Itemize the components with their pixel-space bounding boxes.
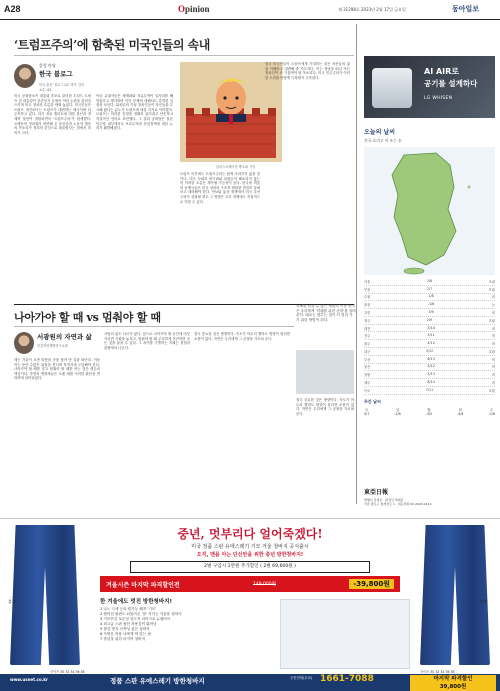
feature-item: 4 최고급 스판 원단 착용감이 뛰어남 <box>100 622 157 626</box>
article-headline: ‘트럼프주의’에 함축된 미국인들의 속내 <box>14 38 210 52</box>
feature-item: 6 가벼운 착용 나에게 딱 맞는 핏 <box>100 632 151 636</box>
ad-footer-brand: 정품 스판 유에스레기 방한청바지 <box>110 677 205 685</box>
author-byline <box>39 63 79 78</box>
air-conditioner-image <box>372 68 412 108</box>
issue-date: 제 31298호 2023년 2월 17일 금요일 <box>338 7 406 12</box>
jeans-label-right: 진청 <box>480 599 488 604</box>
weather-title: 오늘의 날씨 <box>364 129 396 136</box>
author2-description: 인간자연생명연구소장 <box>37 344 68 348</box>
promo-bar <box>100 576 400 592</box>
phone-label: 주문전화(무료) <box>290 676 313 680</box>
forecast-day: 토 0/7 <box>364 407 370 416</box>
weather-row: 강릉 3/9 비 <box>364 310 495 316</box>
lg-whisen-ad[interactable] <box>364 56 495 118</box>
weather-row: 독도 7/11 흐림 <box>364 387 495 393</box>
forecast-day: 일 -2/6 <box>394 407 401 416</box>
article-body-col2: 이들 유권자들은 세계화와 자유무역이 일자리를 빼앗았다고 생각하며 이민 문제에 대해서도 강경한 입장을 보인다. 워싱턴의 기성 정치인들이 자신들을 무시해 왔다는 분노가 트럼프에 대한 지지로 이어졌다. 트럼프는 이러한 감정을 정확히 읽어내고 단순하고 직설적인 언어로 표현했다. 그 결과 공화당은 물론 민주당 내부에서도 보호무역과 산업정책에 대한 논의가 활발해졌다. <box>96 94 173 131</box>
feature-item: 7 중년을 위한 마지막 청바지 <box>100 637 146 641</box>
ad-subheadline: 미국 정품 스판 유에스레기 기모 겨울 청바지 공식출시 <box>191 544 309 550</box>
weather-row: 춘천 -1/6 눈 <box>364 302 495 308</box>
column-divider <box>356 24 357 504</box>
feature-item: 1 나노 극세 등의 털기능 쾌적 '기모' <box>100 607 157 611</box>
article2-headline: 나아가야 할 때 vs 멈춰야 할 때 <box>14 311 161 324</box>
feature-item: 3 기모안감 보온성 압도적 마이크로 뉴웨이브 <box>100 617 171 621</box>
product-detail-image <box>280 599 410 669</box>
order-phone-number[interactable]: 1661-7088 <box>320 674 374 684</box>
ad-website[interactable]: www.usnet.co.kr <box>10 677 48 682</box>
final-price: 39,800원 <box>439 684 467 690</box>
masthead-name: 東亞日報 <box>364 489 389 496</box>
forecast-day: 수 -2/6 <box>488 407 495 416</box>
newspaper-logo: 동아일보 <box>452 4 480 13</box>
weather-section <box>364 127 495 482</box>
weather-row: 광주 4/12 비 <box>364 341 495 347</box>
ad-subheadline2: 오직, 맨몸 아는 단신만을 위한 중년 방한청바지! <box>196 552 304 558</box>
feature-list <box>100 607 270 642</box>
column2-name: 서광원의 자연과 삶 <box>37 333 92 341</box>
forecast-day: 화 -4/4 <box>456 407 464 416</box>
weekly-forecast <box>364 407 495 416</box>
size-info-left: 사이즈 30 32 34 36 38 <box>50 670 85 674</box>
final-price-box <box>410 675 496 691</box>
masthead-publisher: 발행인 김재호 · 편집인 박제균 <box>364 498 404 502</box>
weather-row: 수원 1/8 비 <box>364 294 495 300</box>
weather-row: 대전 3/10 비 <box>364 325 495 331</box>
article-body-col4: 결국 미국인들이 트럼프에게 기대하는 것은 자신들의 삶을 이해하고 대변해 줄 지도자다. 이는 정당을 떠나 모든 정치인이 귀 기울여야 할 목소리다. 미국 민주주의가 이러한 도전을 어떻게 극복할지 주목된다. <box>265 62 350 80</box>
column-name: 칼럼 마당 <box>39 63 56 68</box>
feature-item: 2 찢어짐 불편도 되돌아온 '잘' 지키는 겨울용 청바지 <box>100 612 182 616</box>
article2-body-col3: 결국 중요한 것은 방향이다. 속도가 아무리 빨라도 방향이 틀리면 소용이 없다. 자연은 우리에게 그 균형을 가르쳐 준다. <box>194 332 290 341</box>
weather-row: 서울 2/8 흐림 <box>364 278 495 284</box>
article2-body-col1: 새는 겨울이 오면 따뜻한 곳을 찾아 먼 길을 떠난다. 이동하는 동안 수많은 위험을 견디며 목적지에 도달해야 한다. 나아가야 할 때를 알고 멈춰야 할 때를 아는 것은 생존의 핵심이다. 자연의 생명체들은 오랜 세월 이러한 판단을 반복하며 살아남았다. <box>14 358 100 381</box>
weather-row: 제주 8/14 비 <box>364 380 495 386</box>
author2-photo <box>14 332 34 354</box>
price-band: 2벌 구입시 1만원 추가할인 ( 2벌 69,600원 ) <box>130 561 370 573</box>
article-body-col1: 미국 공화당소속 대통령 후보로 출마한 도널드 트럼프 전 대통령이 중간선거 등에서 여러 논란을 불러일으키며 미국 정치의 흐름을 바꿔 놓았다. 미국인들은 트럼프 개인보다는 트럼프가 대변하는 메시지에 더 주목하고 있다. 과거 정치 엘리트에 대한 불신과 경제적 불안이 결합되면서 '트럼프주의'가 탄생했다. 오랫동안 정치권이 외면해 온 중산층과 노동자 계층의 목소리가 정치의 중심으로 떠올랐다는 점에서 의미가 크다. <box>14 94 91 135</box>
masthead-address: 서울 종로구 청계천로 1 · 대표전화 02-2020-0114 <box>364 502 432 506</box>
weather-row: 창원 5/13 비 <box>364 372 495 378</box>
forecast-day: 월 -3/5 <box>425 407 433 416</box>
korea-map <box>364 147 495 275</box>
ad-brand: LG WHISEN <box>424 96 453 101</box>
city-weather-table <box>364 278 495 395</box>
weather-row: 청주 2/9 흐림 <box>364 317 495 323</box>
article2-photo <box>296 350 354 394</box>
sale-price: -39,800원 <box>349 579 394 589</box>
jeans-advertisement[interactable] <box>0 518 500 691</box>
article2-sidebar: 지혜를 얻을 수 있는 새들의 이동 방식은 우리에게 '미래를 위한 준비'를 알려 준다. 때로는 멈추는 것이 더 멀리 가기 위한 방법이 된다. <box>296 304 356 323</box>
divider <box>14 326 294 327</box>
jeans-label-left: 블루 <box>8 599 16 604</box>
weather-row: 울산 5/12 비 <box>364 364 495 370</box>
weather-summary: 전국 흐리고 비 또는 눈 <box>364 138 402 143</box>
jeans-image-right <box>420 525 490 665</box>
weather-map <box>364 147 495 275</box>
author-name: 한국 블로그 <box>39 70 73 78</box>
section-title-rest: pinion <box>185 4 210 14</box>
ad-headline: 중년, 멋부리다 얼어죽겠다! <box>177 527 323 541</box>
final-label: 마지막 파격할인 <box>433 676 473 682</box>
forecast-title: 주간 날씨 <box>364 398 381 404</box>
article2-body-col2: 사람의 삶도 다르지 않다. 앞으로 나아가야 할 순간에 머뭇거리면 기회를 놓치고, 멈춰야 할 때 무리하게 전진하면 모든 것을 잃을 수 있다. 그 차이를 구별하는 지혜는 경험과 관찰에서 나온다. <box>104 332 190 350</box>
weather-row: 부산 6/13 비 <box>364 356 495 362</box>
page-header <box>0 0 500 20</box>
features-title: 한 겨울에도 멋진 방한청바지! <box>100 599 173 605</box>
ad-line1: AI AIR로 <box>424 67 460 76</box>
promo-label: 겨울시즌 마지막 파격할인전 <box>106 581 180 589</box>
feature-item: 5 찢김 방지 신축성 좋은 청바지 <box>100 627 150 631</box>
article-body-col3: 트럼프 이후에도 트럼프주의는 쉽게 사라지지 않을 것이다. 미국 사회의 양극화와 불평등이 해소되지 않는 한 이러한 흐름은 계속될 가능성이 높다. 한국을 비롯한 동맹국들은 미국 정치의 구조적 변화를 면밀히 살펴보고 대비해야 한다. 안보와 통상 정책에서 미국 우선주의가 강화될 경우 그 영향은 우리 경제에도 직접적으로 미칠 수 있다. <box>180 172 260 204</box>
weather-row: 전주 3/11 비 <box>364 333 495 339</box>
section-title-initial: O <box>178 4 186 14</box>
weather-row: 인천 2/7 흐림 <box>364 286 495 292</box>
cartoon-caption: 일러스트레이션 박초희 기자 <box>216 165 255 169</box>
original-price: 149,000원 <box>253 582 276 587</box>
weather-row: 대구 3/12 흐림 <box>364 348 495 354</box>
size-info-right: 사이즈 30 32 34 36 38 <box>420 670 455 674</box>
jeans-image-left <box>10 525 80 665</box>
page-number: A28 <box>4 4 21 14</box>
author-description: 미국 출신 '블로그 LG' 작가 김미 교수 '43 <box>39 83 84 92</box>
divider <box>14 55 354 56</box>
ad-line2: 공기를 설계하다 <box>424 79 478 88</box>
article2-body-col4: 결국 중요한 것은 방향이다. 속도가 아무리 빨라도 방향이 틀리면 소용이 없다. 자연은 우리에게 그 균형을 가르쳐 준다. <box>296 398 354 416</box>
masthead <box>364 487 495 518</box>
author-photo <box>14 64 36 88</box>
section-title <box>178 4 210 14</box>
